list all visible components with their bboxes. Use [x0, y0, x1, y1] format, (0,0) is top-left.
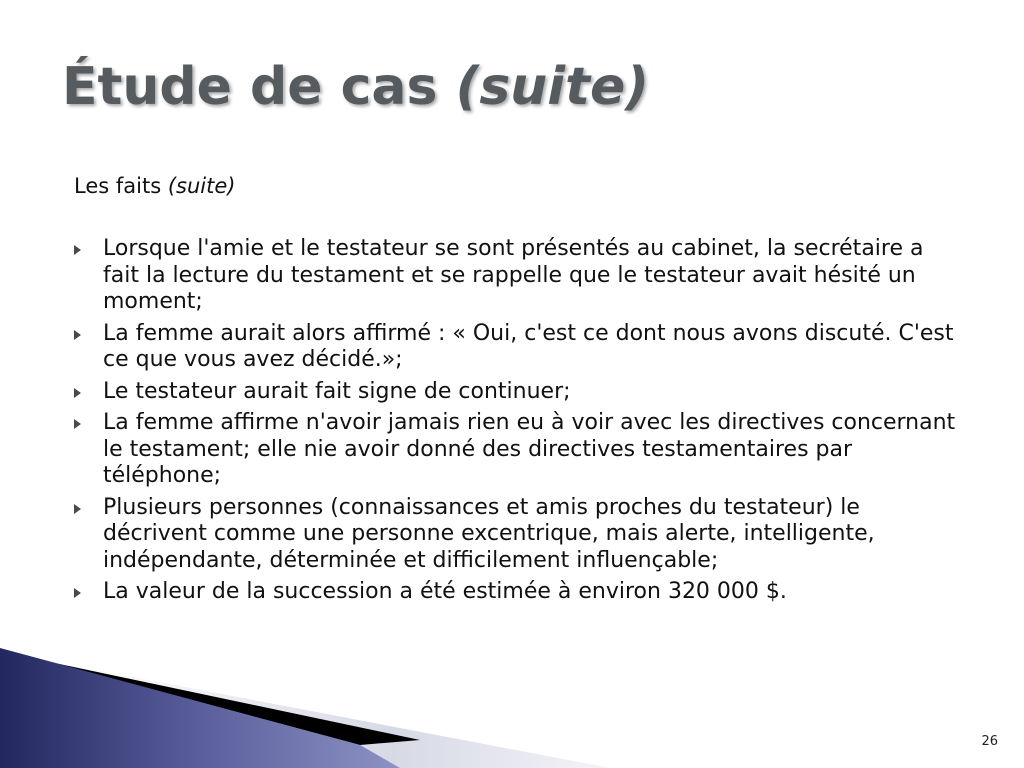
triangle-right-icon [74, 588, 81, 598]
subtitle-main: Les faits [74, 174, 162, 198]
triangle-right-icon [74, 388, 81, 398]
bullet-item [74, 410, 964, 490]
bullet-text: Le testateur aurait fait signe de continuer; [103, 378, 571, 404]
slide-title [62, 52, 649, 122]
triangle-right-icon [74, 419, 81, 429]
bullet-text: La femme affirme n'avoir jamais rien eu à voir avec les directives concernant le testament; elle nie avoir donné des directives testamentaires par téléphone; [103, 410, 956, 488]
triangle-right-icon [74, 330, 81, 340]
triangle-right-icon [74, 245, 81, 255]
slide-title-italic: (suite) [455, 57, 650, 117]
bullet-item [74, 579, 964, 606]
swoosh-blue-band [0, 648, 400, 768]
bullet-item [74, 495, 964, 575]
bullet-text: La valeur de la succession a été estimée à environ 320 000 $. [103, 579, 787, 604]
bullet-item [74, 236, 964, 316]
page-number: 26 [981, 734, 998, 749]
bullet-text: La femme aurait alors affirmé : « Oui, c'est ce dont nous avons discuté. C'est ce que vous avez décidé.»; [103, 320, 954, 372]
section-subtitle [74, 172, 235, 200]
triangle-right-icon [74, 504, 81, 514]
subtitle-italic: (suite) [167, 174, 236, 198]
bullet-text: Lorsque l'amie et le testateur se sont présentés au cabinet, la secrétaire a fait la lecture du testament et se rappelle que le testateur avait hésité un moment; [103, 236, 924, 314]
slide-title-main: Étude de cas [62, 57, 438, 117]
bullet-list [74, 236, 964, 611]
bullet-item [74, 321, 964, 374]
bullet-text: Plusieurs personnes (connaissances et amis proches du testateur) le décrivent comme une personne excentrique, mais alerte, intelligente, indépendante, déterminée et difficilement influençable; [103, 494, 875, 573]
bullet-item [74, 379, 964, 406]
